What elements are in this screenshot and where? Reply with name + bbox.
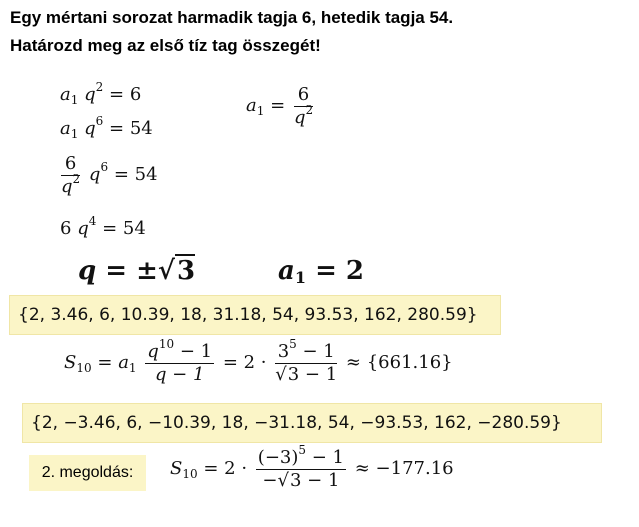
result-ratio: q = ±√3 — [78, 256, 196, 286]
result-first-term: $a_1 = 2$ — [278, 256, 364, 287]
sum-formula-negative: $S_{10} = 2$ · $\frac{(-3)^5 - 1}{-√3 - 1}$ ≈ −177.16 — [170, 443, 454, 491]
equation-simplified: 6 $q^4 = 54$ — [60, 214, 146, 239]
second-solution-badge: 2. megoldás: — [29, 455, 146, 491]
equation-third-term: $a_1$ $q^2 = 6$ — [60, 80, 142, 107]
problem-title-line-1: Egy mértani sorozat harmadik tagja 6, hetedik tagja 54. — [10, 8, 454, 27]
equation-seventh-term: $a_1$ $q^6 = 54$ — [60, 114, 153, 141]
sum-formula-positive: $S_{10} = a_1$ $\frac{q^{10} - 1}{q - 1}$ = 2 · $\frac{3^5 - 1}{√3 - 1}$ ≈ {661.16} — [64, 337, 453, 385]
sequence-negative-ratio: {2, −3.46, 6, −10.39, 18, −31.18, 54, −93.53, 162, −280.59} — [22, 403, 602, 443]
problem-title-line-2: Határozd meg az első tíz tag összegét! — [10, 36, 321, 55]
sequence-positive-ratio: {2, 3.46, 6, 10.39, 18, 31.18, 54, 93.53, 162, 280.59} — [9, 295, 501, 335]
equation-substituted: $\frac{6}{q^2}$ $q^6 = 54$ — [61, 153, 158, 197]
equation-a1-expression: $a_1$ = $\frac{6}{q^2}$ — [246, 84, 314, 128]
